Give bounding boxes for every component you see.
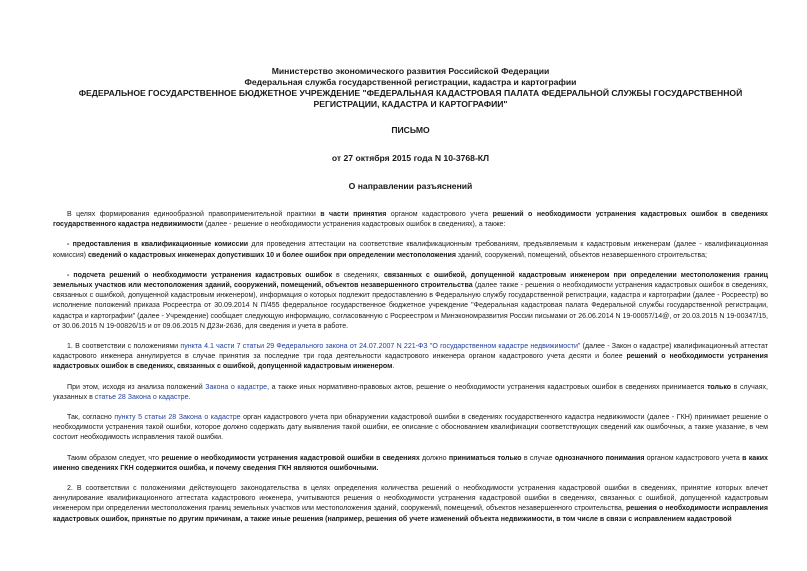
paragraph-qualification-commission: - предоставления в квалификационные комиссии для проведения аттестации на соответствие квалификационным требованиям, предъявляемым к кадастровым инженерам (далее - квалификационная комиссия) сведений о кадастровых инженерах допустивших 10 и более ошибок при определении местоположения зданий, сооружений, помещений, объектов незавершенного строительства; [53,241,768,259]
ministry-name: Министерство экономического развития Российской Федерации [271,66,550,76]
paragraph-conclusion: Таким образом следует, что решение о необходимости устранения кадастровой ошибки в сведениях должно приниматься только в случае однозначного понимания органом кадастрового учета в каких именно сведениях ГКН содержится ошибка, и почему сведения ГКН являются ошибочными. [53,454,768,472]
institution-name-line2: РЕГИСТРАЦИИ, КАДАСТРА И КАРТОГРАФИИ" [313,99,508,109]
paragraph-section-2: 2. В соответствии с положениями действующего законодательства в целях определения количества решений о необходимости устранения кадастровой ошибки в сведениях, принятие которых влечет аннулирование квалификационного аттестата кадастрового инженера, учитываются решения о необходимости устранения кадастровой ошибки в сведениях, связанных с ошибкой, допущенной кадастровым инженером при определении местоположения границ земельных участков или местоположения зданий, сооружений, помещений, объектов незавершенного строительства, решения о необходимости исправления кадастровых ошибок, принятые по другим причинам, а также иные решения (например, решения об учете изменений объекта недвижимости, в том числе в связи с исправлением кадастровой [53,485,768,523]
paragraph-article-28-p5: Так, согласно пункту 5 статьи 28 Закона о кадастре орган кадастрового учета при обнаружении кадастровой ошибки в сведениях государственного кадастра недвижимости (далее - ГКН) принимает решение о необходимости устранения такой ошибки, которое должно содержать дату выявления такой ошибки, ее описание с обоснованием квалификации соответствующих сведений как ошибочных, а также указание, в чем состоит необходимость исправления такой ошибки. [53,414,769,442]
document-date-number: от 27 октября 2015 года N 10-3768-КЛ [331,153,490,163]
law-link-article-28[interactable]: статье 28 Закона о кадастре [94,393,189,401]
document-header [53,66,768,164]
document-type: ПИСЬМО [391,125,430,135]
law-link-article-29[interactable]: пункта 4.1 части 7 статьи 29 Федерального закона от 24.07.2007 N 221-ФЗ "О государственном кадастре недвижимости" [180,343,581,351]
paragraph-analysis: При этом, исходя из анализа положений Закона о кадастре, а также иных нормативно-правовых актов, решение о необходимости устранения кадастровых ошибок в сведениях принимается только в случаях, указанных в статье 28 Закона о кадастре. [53,383,768,401]
document-subject: О направлении разъяснений [348,181,473,191]
paragraph-intro: В целях формирования единообразной правоприменительной практики в части принятия органом кадастрового учета решений о необходимости устранения кадастровых ошибок в сведениях государственного кадастра недвижимости (далее - решение о необходимости устранения кадастровых ошибок в сведениях), а также: [53,211,768,229]
service-name: Федеральная служба государственной регистрации, кадастра и картографии [244,77,577,87]
institution-name-line1: ФЕДЕРАЛЬНОЕ ГОСУДАРСТВЕННОЕ БЮДЖЕТНОЕ УЧРЕЖДЕНИЕ "ФЕДЕРАЛЬНАЯ КАДАСТРОВАЯ ПАЛАТА ФЕДЕРАЛЬНОЙ СЛУЖБЫ ГОСУДАРСТВЕННОЙ [78,88,743,98]
paragraph-section-1: 1. В соответствии с положениями пункта 4.1 части 7 статьи 29 Федерального закона от 24.07.2007 N 221-ФЗ "О государственном кадастре недвижимости" (далее - Закон о кадастре) квалификационный аттестат кадастрового инженера аннулируется в случае принятия за последние три года деятельности кадастрового инженера органом кадастрового учета десяти и более решений о необходимости устранения кадастровых ошибок в сведениях, связанных с ошибкой, допущенной кадастровым инженером. [53,343,769,371]
document-body [53,210,768,525]
document-page [53,0,768,525]
law-link-cadastre[interactable]: Закона о кадастре [205,383,268,391]
law-link-article-28-p5[interactable]: пункту 5 статьи 28 Закона о кадастре [114,414,241,422]
paragraph-decision-count: - подсчета решений о необходимости устранения кадастровых ошибок в сведениях, связанных с ошибкой, допущенной кадастровым инженером при определении местоположения границ земельных участков или местоположения зданий, сооружений, помещений, объектов незавершенного строительства (далее также - решения о необходимости устранения кадастровых ошибок в сведениях, связанных с ошибкой, допущенной кадастровым инженером), информация о которых подлежит предоставлению в Федеральную службу государственной регистрации, кадастра и картографии (далее - Росреестр) во исполнение положений приказа Росреестра от 30.09.2014 N П/455 федеральное государственное бюджетное учреждение "Федеральная кадастровая палата Федеральной службы государственной регистрации, кадастра и картографии" (далее - Учреждение) сообщает следующую информацию, согласованную с Росреестром и Минэкономразвития России письмами от 26.06.2014 N 19-00057/14@, от 20.03.2015 N 19-00347/15, от 30.06.2015 N 19-00826/15 и от 09.06.2015 N Д23и-2636, для сведения и учета в работе. [53,271,768,330]
